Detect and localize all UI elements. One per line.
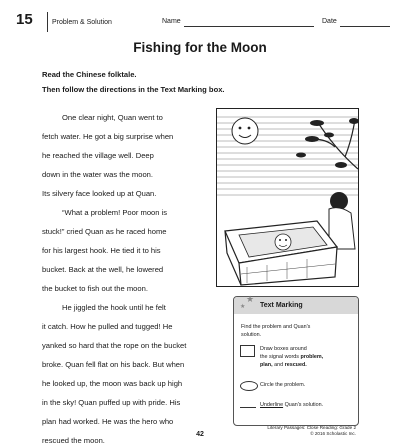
story-line: plan had worked. He was the hero who — [42, 417, 174, 426]
story-line: One clear night, Quan went to — [62, 113, 163, 122]
story-line: Its silvery face looked up at Quan. — [42, 189, 157, 198]
star-icon: ★ — [246, 294, 255, 304]
story-line: the bucket to fish out the moon. — [42, 284, 148, 293]
story-illustration — [216, 108, 359, 287]
story-line: in the sky! Quan puffed up with pride. His — [42, 398, 181, 407]
story-line: fetch water. He got a big surprise when — [42, 132, 174, 141]
story-line: broke. Quan fell flat on his back. But when — [42, 360, 185, 369]
quan-figure — [330, 192, 348, 210]
page-header — [14, 12, 388, 28]
story-line: it catch. How he pulled and tugged! He — [42, 322, 173, 331]
header-divider — [47, 12, 48, 32]
footer-credit — [267, 425, 356, 437]
instruction-line: Then follow the directions in the Text Marking box. — [42, 85, 225, 94]
section-label: Problem & Solution — [52, 19, 112, 26]
story-line: for his largest hook. He tied it to his — [42, 246, 161, 255]
instruction-line: Read the Chinese folktale. — [42, 70, 137, 79]
text-marking-title: Text Marking — [260, 302, 303, 309]
name-label: Name — [162, 18, 181, 25]
story-line: rescued the moon. — [42, 436, 105, 445]
story-line: “What a problem! Poor moon is — [62, 208, 168, 217]
box-instruction-signal: plan, and rescued. — [260, 362, 307, 368]
name-blank-line — [184, 26, 314, 27]
underline-instruction: Underline Quan's solution. — [260, 402, 324, 408]
story-line: He jiggled the hook until he felt — [62, 303, 166, 312]
text-marking-intro-line: Find the problem and Quan's — [241, 324, 311, 330]
box-instruction: Draw boxes around — [260, 346, 307, 352]
text-marking-intro-line: solution. — [241, 332, 262, 338]
story-line: he reached the village well. Deep — [42, 151, 154, 160]
story-line: he looked up, the moon was back up high — [42, 379, 183, 388]
footer-page-number: 42 — [196, 431, 204, 438]
underline-mark-icon — [240, 407, 256, 408]
date-blank-line — [340, 26, 390, 27]
story-line: down in the water was the moon. — [42, 170, 154, 179]
box-mark-icon — [240, 345, 255, 357]
footer-credit-line: © 2016 Scholastic Inc. — [310, 431, 356, 436]
circle-instruction: Circle the problem. — [260, 382, 306, 388]
box-instruction-signal: the signal words problem, — [260, 354, 324, 360]
date-label: Date — [322, 18, 337, 25]
text-marking-box — [233, 296, 359, 426]
story-line: yanked so hard that the rope on the bucket — [42, 341, 187, 350]
story-title: Fishing for the Moon — [133, 40, 267, 55]
story-line: stuck!” cried Quan as he raced home — [42, 227, 167, 236]
star-icon: ★ — [240, 304, 246, 310]
moon-reflection — [275, 234, 291, 250]
page-number-badge: 15 — [16, 11, 33, 28]
footer-credit-line: Literary Passages: Close Reading: Grade 2 — [267, 425, 356, 430]
moon-in-sky — [232, 118, 258, 144]
moon-well-drawing — [217, 109, 358, 286]
circle-mark-icon — [240, 381, 258, 391]
story-line: bucket. Back at the well, he lowered — [42, 265, 164, 274]
